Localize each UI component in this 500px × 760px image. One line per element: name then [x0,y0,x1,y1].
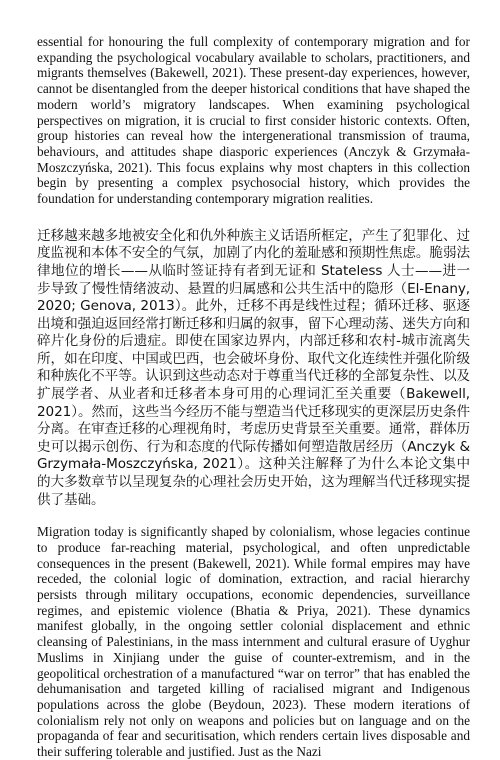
paragraph-chinese-translation: 迁移越来越多地被安全化和仇外种族主义话语所框定，产生了犯罪化、过度监视和本体不安全的气氛，加剧了内化的羞耻感和预期性焦虑。脆弱法律地位的增长——从临时签证持有者到无证和 Stateless 人士——进一步导致了慢性情绪波动、悬置的归属感和公共生活中的隐形（El-Enany, 2020; Genova, 2013）。此外，迁移不再是线性过程；循环迁移、驱逐出境和强迫返回经常打断迁移和归属的叙事，留下心理动荡、迷失方向和碎片化身份的后遗症。即使在国家边界内，内部迁移和农村-城市流离失所，如在印度、中国或巴西，也会破坏身份、取代文化连续性并强化阶级和种族化不平等。认识到这些动态对于尊重当代迁移的全部复杂性、以及扩展学者、从业者和迁移者本身可用的心理词汇至关重要（Bakewell, 2021）。然而，这些当今经历不能与塑造当代迁移现实的更深层历史条件分离。在审查迁移的心理视角时，考虑历史背景至关重要。通常，群体历史可以揭示创伤、行为和态度的代际传播如何塑造散居经历（Anczyk & Grzymała-Moszczyńska, 2021）。这种关注解释了为什么本论文集中的大多数章节以呈现复杂的心理社会历史开始，这为理解当代迁移现实提供了基础。 [37,227,470,508]
paragraph-english-intro: essential for honouring the full complexity of contemporary migration and for expanding the psychological vocabulary available to scholars, practitioners, and migrants themselves (Bakewell, 2021). These present-day experiences, however, cannot be disentangled from the deeper historical conditions that have shaped the modern world’s migratory landscapes. When examining psychological perspectives on migration, it is crucial to first consider historic contexts. Often, group histories can reveal how the intergenerational transmission of trauma, behaviours, and attitudes shape diasporic experiences (Anczyk & Grzymała-Moszczyńska, 2021). This focus explains why most chapters in this collection begin by presenting a complex psychosocial history, which provides the foundation for understanding contemporary migration realities. [37,34,470,207]
paragraph-english-colonialism: Migration today is significantly shaped by colonialism, whose legacies continue to produce far-reaching material, psychological, and often unpredictable consequences in the present (Bakewell, 2021). While formal empires may have receded, the colonial logic of domination, extraction, and racial hierarchy persists through military occupations, economic dependencies, surveillance regimes, and epistemic violence (Bhatia & Priya, 2021). These dynamics manifest globally, in the ongoing settler colonial displacement and ethnic cleansing of Palestinians, in the mass internment and cultural erasure of Uyghur Muslims in Xinjiang under the guise of counter-extremism, and in the geopolitical orchestration of a manufactured “war on terror” that has enabled the dehumanisation and targeted killing of racialised migrant and Indigenous populations across the globe (Beydoun, 2023). These modern iterations of colonialism rely not only on weapons and policies but on language and on the propaganda of fear and securitisation, which renders certain lives disposable and their suffering tolerable and justified. Just as the Nazi [37,524,470,760]
